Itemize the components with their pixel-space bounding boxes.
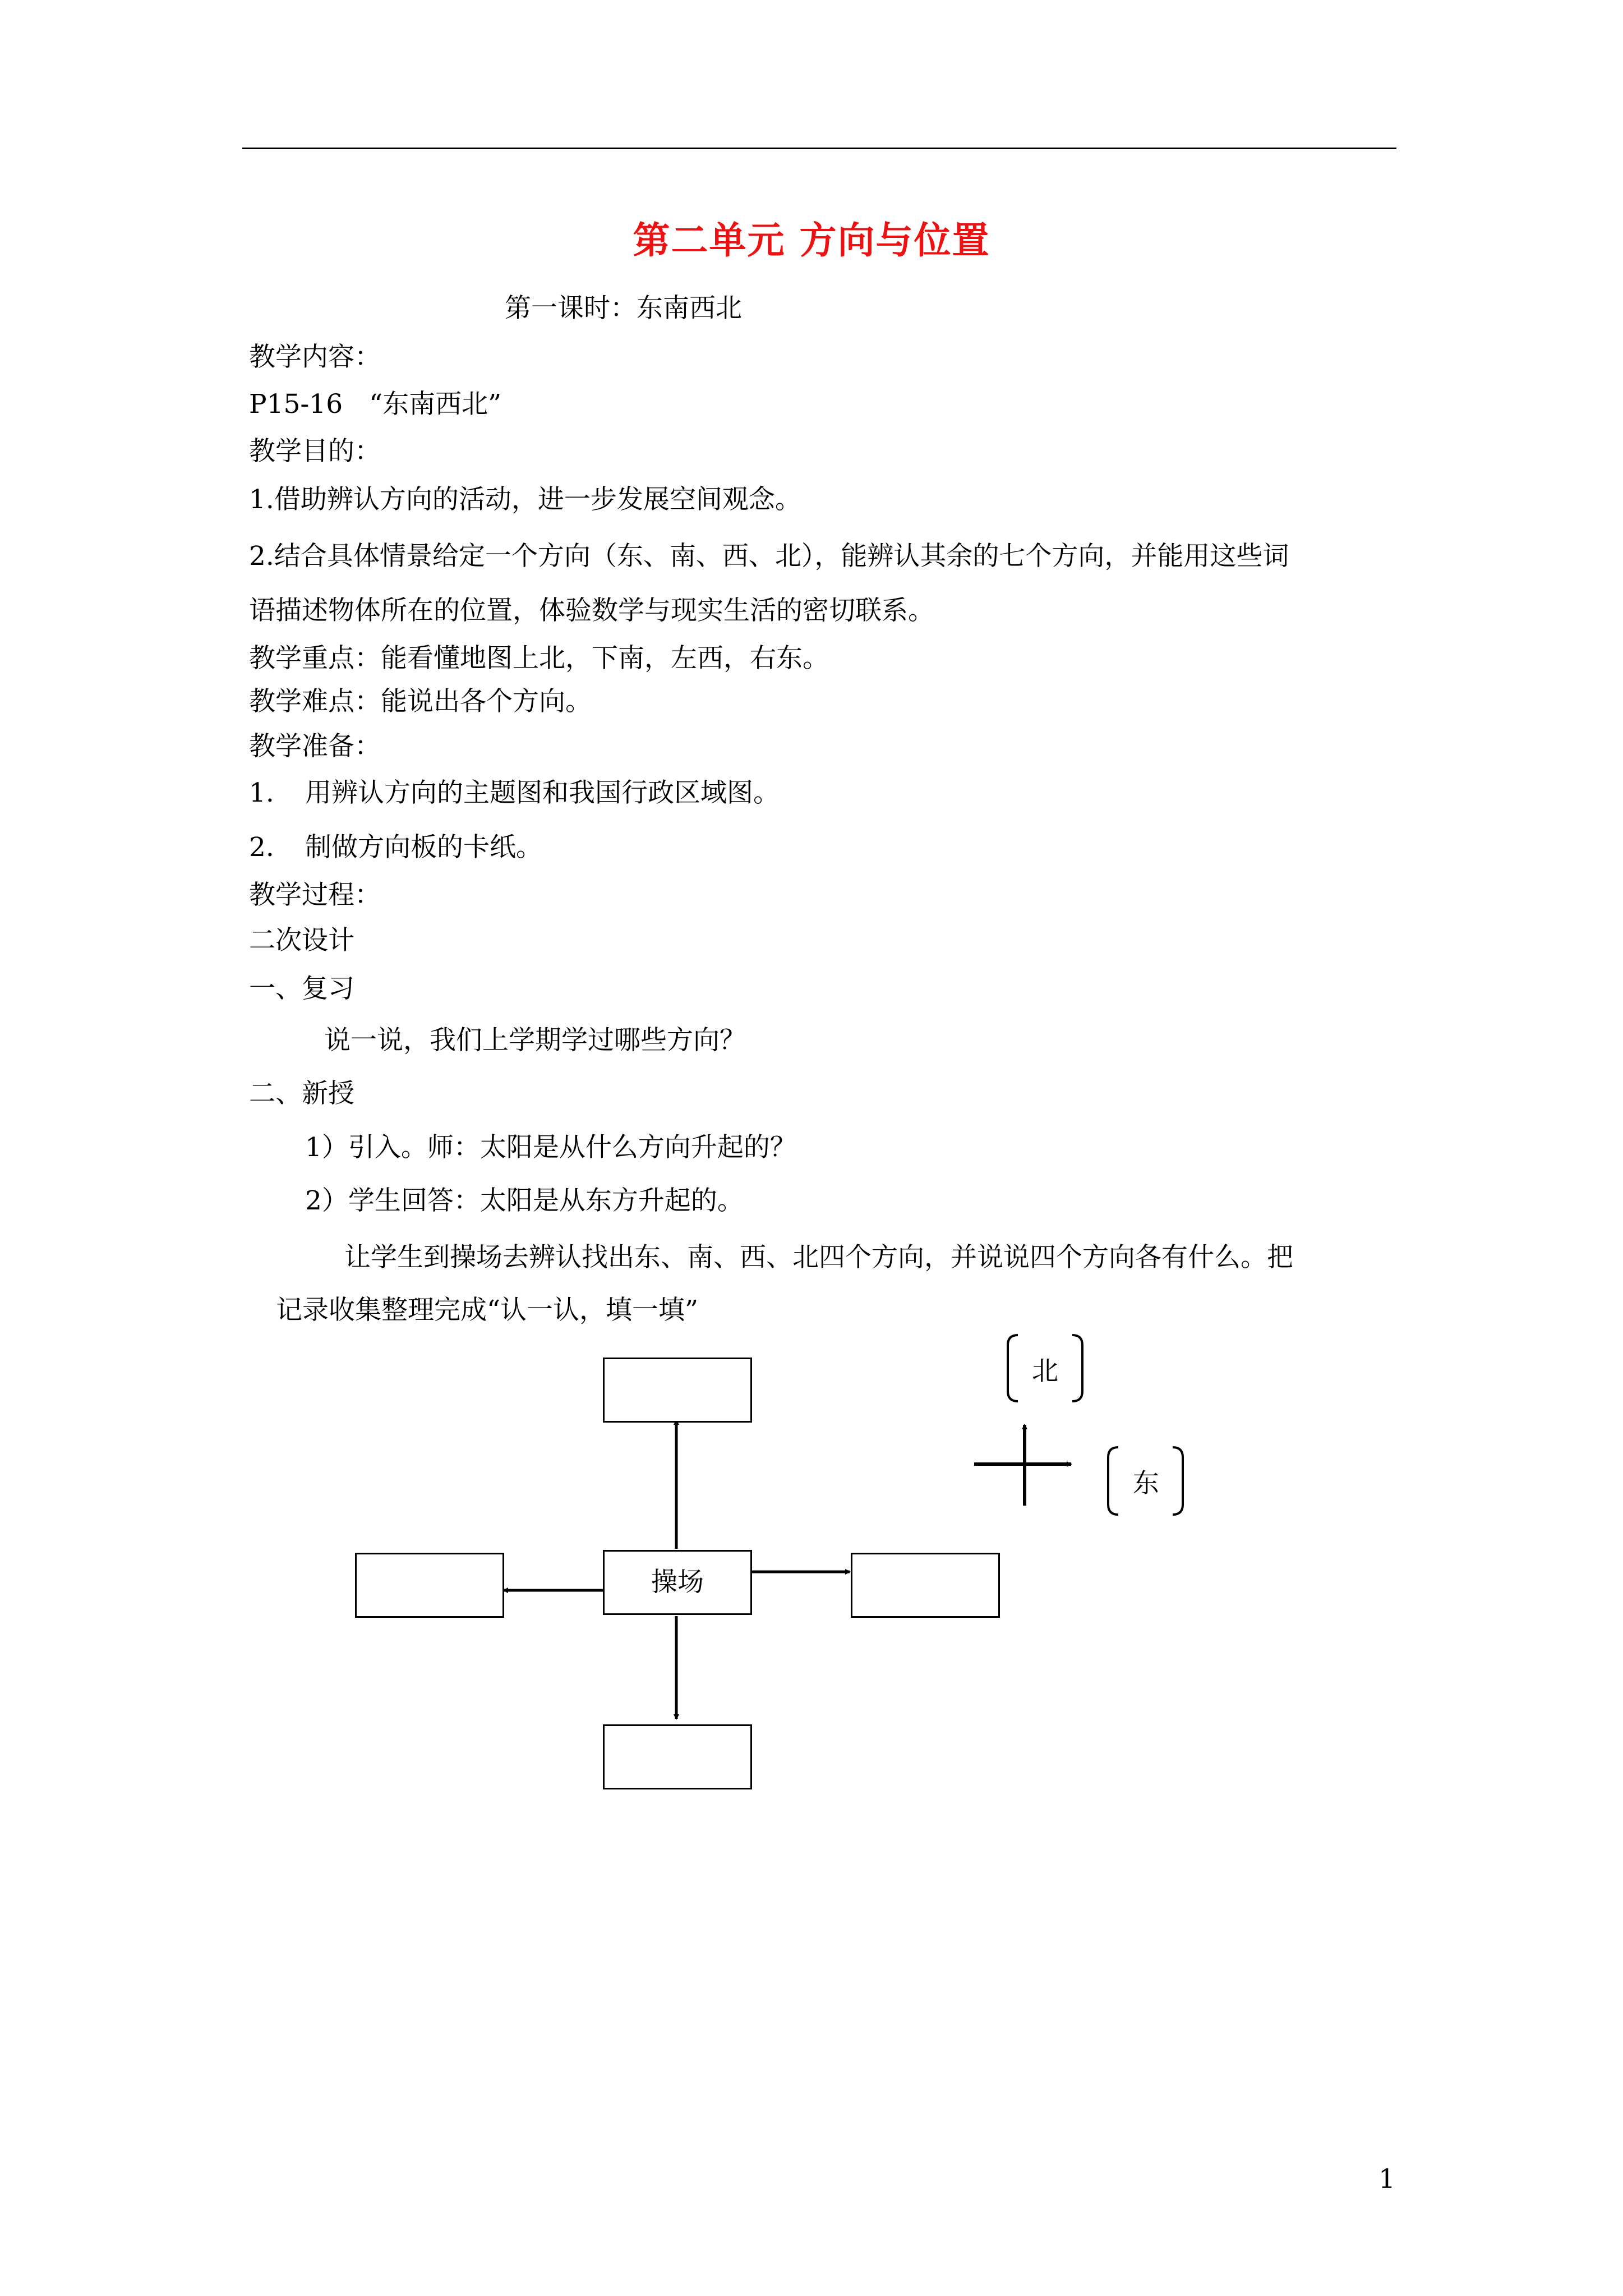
prep-item-1-text: 用辨认方向的主题图和我国行政区域图。 bbox=[305, 777, 780, 808]
page-number: 1 bbox=[1378, 2164, 1395, 2194]
prep-label: 教学准备： bbox=[249, 731, 381, 762]
goals-label: 教学目的： bbox=[249, 436, 381, 467]
south-blank-box bbox=[603, 1724, 752, 1789]
page-title: 第二单元 方向与位置 bbox=[633, 218, 990, 262]
content-label: 教学内容： bbox=[249, 342, 381, 372]
prep-item-1-number: 1. bbox=[249, 777, 274, 808]
activity-line-2: 记录收集整理完成“认一认，填一填” bbox=[276, 1295, 699, 1326]
compass-east-label: 东 bbox=[1133, 1468, 1159, 1499]
key-point: 教学重点：能看懂地图上北，下南，左西，右东。 bbox=[249, 643, 829, 674]
activity-line-1: 让学生到操场去辨认找出东、南、西、北四个方向，并说说四个方向各有什么。把 bbox=[344, 1242, 1293, 1273]
goal-item-2-line1: 2.结合具体情景给定一个方向（东、南、西、北），能辨认其余的七个方向，并能用这些词 bbox=[249, 541, 1289, 572]
prep-item-2-text: 制做方向板的卡纸。 bbox=[305, 832, 542, 863]
playground-label: 操场 bbox=[651, 1567, 704, 1598]
second-design: 二次设计 bbox=[249, 925, 354, 956]
process-label: 教学过程： bbox=[249, 880, 381, 910]
new-lesson-heading: 二、新授 bbox=[249, 1078, 354, 1109]
review-heading: 一、复习 bbox=[249, 973, 354, 1004]
north-label-bracket-left bbox=[1008, 1335, 1018, 1401]
compass-north-label: 北 bbox=[1032, 1356, 1058, 1387]
west-blank-box bbox=[355, 1553, 504, 1618]
review-text: 说一说，我们上学期学过哪些方向？ bbox=[324, 1025, 746, 1056]
goal-item-1: 1.借助辨认方向的活动，进一步发展空间观念。 bbox=[249, 484, 801, 515]
page-reference: P15-16 “东南西北” bbox=[249, 389, 502, 420]
north-label-bracket-right bbox=[1072, 1335, 1082, 1401]
prep-item-2-number: 2. bbox=[249, 832, 274, 863]
north-blank-box bbox=[603, 1358, 752, 1423]
goal-item-2-line2: 语描述物体所在的位置，体验数学与现实生活的密切联系。 bbox=[249, 595, 934, 626]
playground-box bbox=[603, 1550, 752, 1615]
step-1: 1）引入。师：太阳是从什么方向升起的？ bbox=[305, 1132, 796, 1163]
east-label-bracket-right bbox=[1173, 1447, 1183, 1515]
difficulty: 教学难点：能说出各个方向。 bbox=[249, 686, 592, 717]
east-label-bracket-left bbox=[1108, 1447, 1118, 1515]
lesson-title: 第一课时：东南西北 bbox=[505, 293, 742, 324]
east-blank-box bbox=[851, 1553, 1000, 1618]
step-2: 2）学生回答：太阳是从东方升起的。 bbox=[305, 1185, 744, 1216]
